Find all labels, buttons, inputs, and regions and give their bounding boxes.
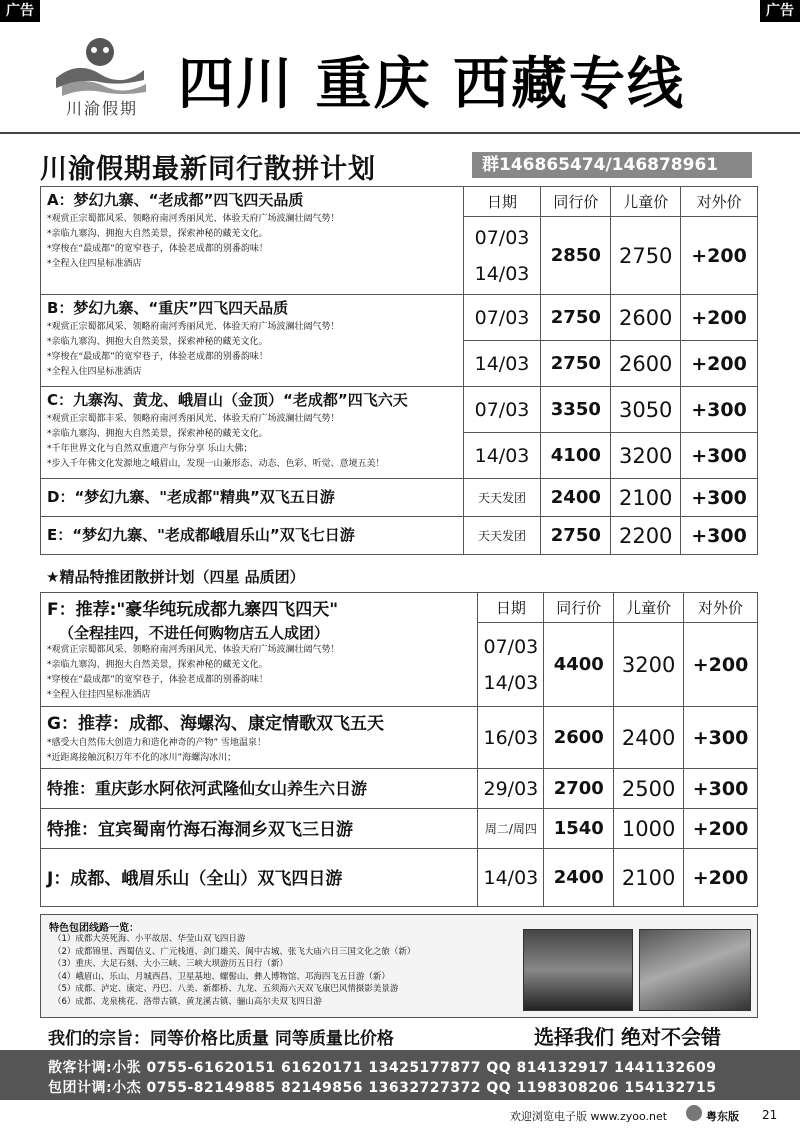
route-c-title: C：九寨沟、黄龙、峨眉山（金顶）“老成都”四飞六天	[47, 391, 408, 409]
group-number-badge: 群146865474/146878961	[472, 152, 752, 178]
route-f-peer-price: 4400	[544, 623, 614, 707]
header-peer-price: 同行价	[541, 187, 611, 217]
pricing-table-main	[40, 186, 758, 555]
header-divider	[0, 132, 800, 134]
route-c-date: 07/03	[463, 387, 541, 433]
route-b-peer-price: 2750	[541, 341, 611, 387]
route-b-child-price: 2600	[611, 295, 681, 341]
route-a-detail: *全程入住四星标准酒店	[47, 259, 142, 269]
route-a-child-price: 2750	[611, 217, 681, 295]
route-d-info	[41, 479, 464, 517]
route-j-title: J：成都、峨眉乐山（全山）双飞四日游	[47, 869, 343, 889]
header-child-price: 儿童价	[614, 593, 684, 623]
ad-label-right: 广告	[760, 0, 800, 22]
route-c-child-price: 3200	[611, 433, 681, 479]
route-g-detail: *感受大自然伟大创造力和造化神奇的产物” 雪地温泉！	[47, 738, 267, 748]
page-number: 21	[762, 1108, 778, 1122]
route-i-info	[41, 809, 478, 849]
route-d-title: D：“梦幻九寨、"老成都"精典”双飞五日游	[47, 488, 335, 506]
route-b-detail: *观赏正宗蜀都风采、领略府南河秀丽风光、体验天府广场波澜壮阔气势！	[47, 322, 340, 332]
featured-route-item: （1）成都大英死海、小平故居、华莹山双飞四日游	[53, 934, 246, 944]
route-d-child-price: 2100	[611, 479, 681, 517]
route-e-public-price: +300	[681, 517, 758, 555]
footer-text: 欢迎浏览电子版 www.zyoo.net	[510, 1110, 668, 1123]
header-child-price: 儿童价	[611, 187, 681, 217]
route-e-info	[41, 517, 464, 555]
scenery-photo-lake	[523, 929, 633, 1011]
route-f-public-price: +200	[684, 623, 758, 707]
footer-edition: 粤东版	[706, 1110, 739, 1123]
featured-route-item: （5）成都、泸定、康定、丹巴、八美、新都桥、九龙、五须海六天双飞康巴风情摄影美景游	[53, 984, 399, 994]
route-a-public-price: +200	[681, 217, 758, 295]
featured-routes-list	[53, 933, 415, 1008]
route-b-title: B：梦幻九寨、“重庆”四飞四天品质	[47, 299, 289, 317]
plan-title: 川渝假期最新同行散拼计划	[40, 154, 376, 185]
route-b-detail: *全程入住四星标准酒店	[47, 367, 142, 377]
route-f-info	[41, 593, 478, 707]
route-j-info	[41, 849, 478, 907]
route-j-date: 14/03	[478, 849, 544, 907]
route-b-public-price: +200	[681, 341, 758, 387]
route-b-public-price: +200	[681, 295, 758, 341]
route-b-info	[41, 295, 464, 387]
scenery-photo-waterfall	[639, 929, 751, 1011]
route-e-title: E：“梦幻九寨、"老成都峨眉乐山”双飞七日游	[47, 526, 355, 544]
route-h-info	[41, 769, 478, 809]
route-c-peer-price: 3350	[541, 387, 611, 433]
route-f-detail: *穿梭在“最成都”的宽窄巷子，体验老成都的别番韵味！	[47, 675, 268, 685]
route-i-child-price: 1000	[614, 809, 684, 849]
route-i-public-price: +200	[684, 809, 758, 849]
logo-text: 川渝假期	[65, 99, 138, 118]
route-a-peer-price: 2850	[541, 217, 611, 295]
route-j-public-price: +200	[684, 849, 758, 907]
route-a-detail: *亲临九寨沟、拥抱大自然美景，探索神秘的藏羌文化。	[47, 229, 268, 239]
route-h-child-price: 2500	[614, 769, 684, 809]
route-b-child-price: 2600	[611, 341, 681, 387]
header-public-price: 对外价	[684, 593, 758, 623]
route-g-date: 16/03	[478, 707, 544, 769]
route-c-public-price: +300	[681, 387, 758, 433]
featured-route-item: （6）成都、龙泉桃花、洛带古镇、黄龙溪古镇、骊山高尔夫双飞四日游	[53, 996, 322, 1007]
featured-route-item: （2）成都锦里、西蜀佶义、广元栈道、剑门雄关、阆中古城、张飞大庙六日三国文化之旅（新）	[53, 946, 416, 957]
route-b-date: 14/03	[463, 341, 541, 387]
route-a-info	[41, 187, 464, 295]
pricing-table-special	[40, 592, 758, 907]
edition-icon	[686, 1105, 702, 1121]
header-date: 日期	[478, 593, 544, 623]
route-h-public-price: +300	[684, 769, 758, 809]
route-c-child-price: 3050	[611, 387, 681, 433]
route-b-date: 07/03	[463, 295, 541, 341]
route-g-info	[41, 707, 478, 769]
route-g-peer-price: 2600	[544, 707, 614, 769]
route-a-detail: *穿梭在“最成都”的宽窄巷子，体验老成都的别番韵味！	[47, 244, 268, 254]
route-j-peer-price: 2400	[544, 849, 614, 907]
route-f-detail: *观赏正宗蜀都风采、领略府南河秀丽风光、体验天府广场波澜壮阔气势！	[47, 645, 340, 655]
route-c-info	[41, 387, 464, 479]
contact-line-group: 包团计调:小杰 0755-82149885 82149856 13632727372 QQ 1198308206 154132715	[48, 1080, 717, 1096]
route-g-title: G：推荐：成都、海螺沟、康定情歌双飞五天	[47, 714, 384, 734]
route-h-title: 特推：重庆彭水阿依河武隆仙女山养生六日游	[47, 779, 368, 798]
route-b-detail: *亲临九寨沟、拥抱大自然美景，探索神秘的藏羌文化。	[47, 337, 268, 347]
route-c-public-price: +300	[681, 433, 758, 479]
slogan-left: 我们的宗旨：同等价格比质量 同等质量比价格	[48, 1029, 394, 1049]
slogan-right: 选择我们 绝对不会错	[534, 1025, 721, 1049]
special-section-title: ★精品特推团散拼计划（四星 品质团）	[46, 568, 305, 586]
route-f-title: F：推荐:"豪华纯玩成都九寨四飞四天"	[47, 600, 339, 620]
featured-route-item: （3）重庆、大足石刻、大小三峡、三峡大坝游历五日行（新）	[53, 959, 288, 969]
route-a-detail: *观赏正宗蜀都风采、领略府南河秀丽风光、体验天府广场波澜壮阔气势！	[47, 214, 340, 224]
route-d-public-price: +300	[681, 479, 758, 517]
route-f-dates: 07/03 14/03	[478, 623, 544, 707]
featured-routes-box	[40, 914, 758, 1018]
route-g-child-price: 2400	[614, 707, 684, 769]
featured-route-item: （4）峨眉山、乐山、月城西昌、卫星基地、螺髻山、彝人博物馆、邛海四飞五日游（新）	[53, 971, 390, 982]
route-i-title: 特推：宜宾蜀南竹海石海洞乡双飞三日游	[47, 820, 353, 840]
route-i-date: 周二/周四	[478, 809, 544, 849]
route-c-detail: *千年世界文化与自然双重遗产与你分享 乐山大佛；	[47, 444, 253, 454]
route-e-child-price: 2200	[611, 517, 681, 555]
ad-label-left: 广告	[0, 0, 40, 22]
route-j-child-price: 2100	[614, 849, 684, 907]
route-d-date: 天天发团	[463, 479, 541, 517]
featured-routes-title: 特色包团线路一览：	[49, 923, 139, 934]
route-h-date: 29/03	[478, 769, 544, 809]
route-f-detail: *全程入住挂四星标准酒店	[47, 690, 151, 700]
route-d-peer-price: 2400	[541, 479, 611, 517]
route-h-peer-price: 2700	[544, 769, 614, 809]
route-a-dates: 07/03 14/03	[463, 217, 541, 295]
route-i-peer-price: 1540	[544, 809, 614, 849]
route-c-detail: *亲临九寨沟、拥抱大自然美景，探索神秘的藏羌文化。	[47, 429, 268, 439]
route-c-detail: *观赏正宗蜀都丰采、领略府南河秀丽风光、体验天府广场波澜壮阔气势！	[47, 414, 340, 424]
route-c-detail: *步入千年佛文化发源地之峨眉山，发现一山兼形态、动态、色彩、听觉、意境五美！	[47, 459, 385, 469]
route-c-peer-price: 4100	[541, 433, 611, 479]
route-g-public-price: +300	[684, 707, 758, 769]
route-e-date: 天天发团	[463, 517, 541, 555]
route-b-detail: *穿梭在“最成都”的宽窄巷子，体验老成都的别番韵味！	[47, 352, 268, 362]
route-g-detail: *近距离接触沉积万年不化的冰川”海螺沟冰川；	[47, 753, 237, 763]
route-f-detail: *亲临九寨沟、拥抱大自然美景，探索神秘的藏羌文化。	[47, 660, 268, 670]
header-peer-price: 同行价	[544, 593, 614, 623]
header-public-price: 对外价	[681, 187, 758, 217]
main-title: 四川 重庆 西藏专线	[178, 52, 685, 117]
header-date: 日期	[463, 187, 541, 217]
route-f-subtitle: （全程挂四，不进任何购物店五人成团）	[59, 624, 330, 642]
route-f-child-price: 3200	[614, 623, 684, 707]
route-a-title: A：梦幻九寨、“老成都”四飞四天品质	[47, 191, 304, 209]
route-c-date: 14/03	[463, 433, 541, 479]
route-b-peer-price: 2750	[541, 295, 611, 341]
contact-bar	[0, 1050, 800, 1100]
contact-line-individual: 散客计调:小张 0755-61620151 61620171 13425177877 QQ 814132917 1441132609	[48, 1060, 717, 1076]
route-e-peer-price: 2750	[541, 517, 611, 555]
